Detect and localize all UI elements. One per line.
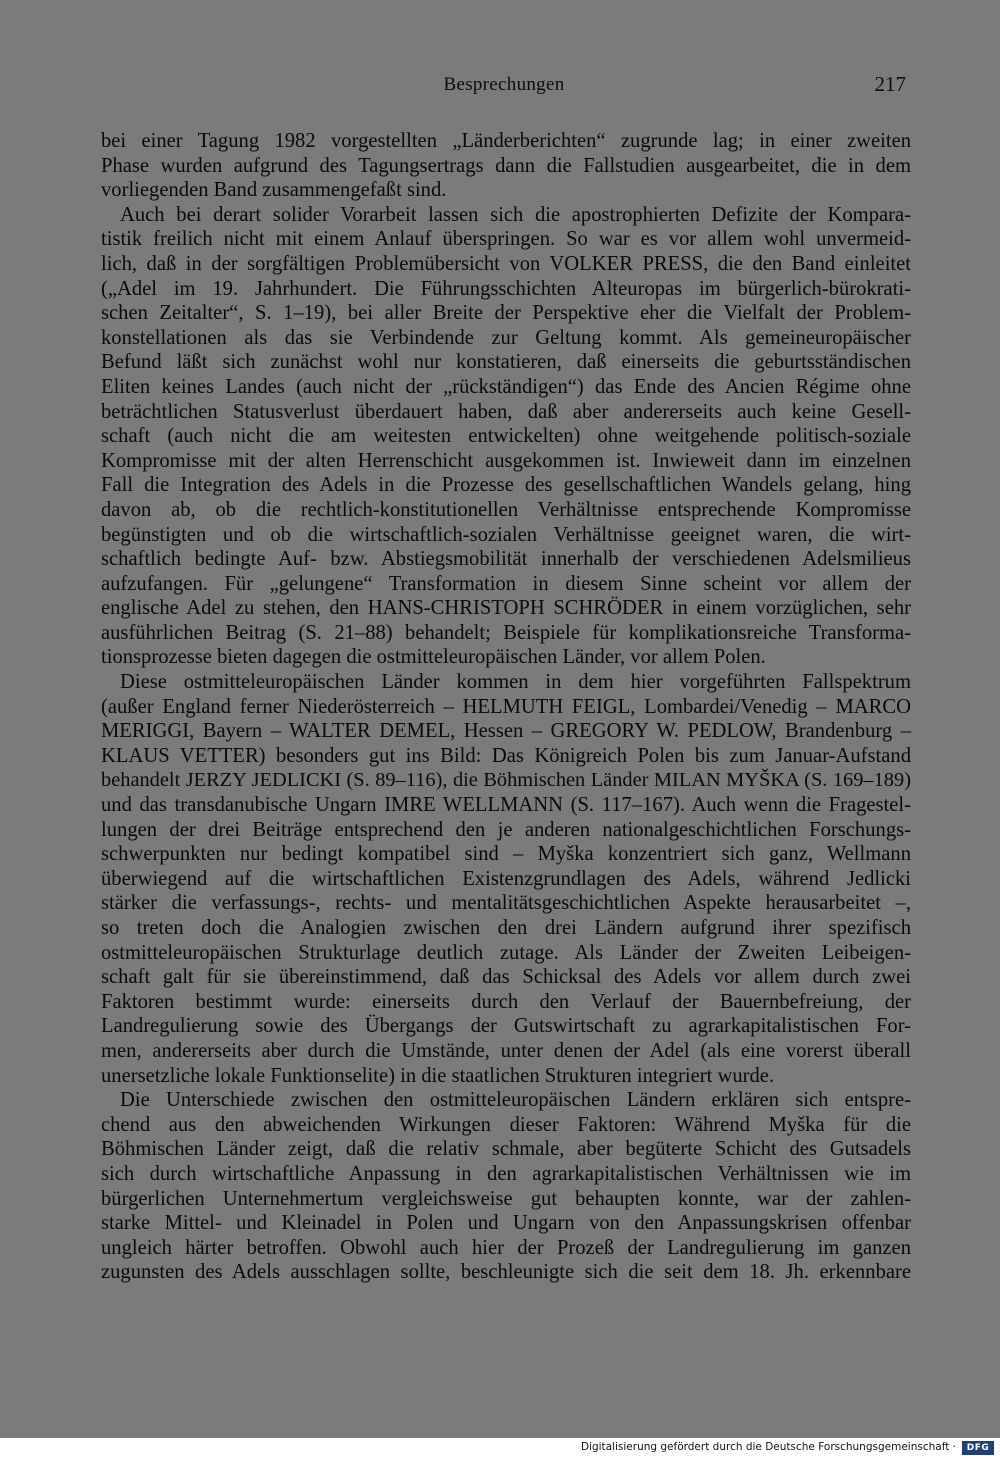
running-head [98,74,910,102]
text-line: und das transdanubische Ungarn IMRE WELLMANN (S. 117–167). Auch wenn die Fragestel- [101,794,911,817]
text-line: schaftlich bedingte Auf- bzw. Abstiegsmobilität innerhalb der verschiedenen Adelsmilieus [101,548,911,571]
text-line: unersetzliche lokale Funktionselite) in die staatlichen Strukturen integriert wurde. [101,1064,775,1087]
text-line: tionsprozesse bieten dagegen die ostmitteleuropäischen Länder, vor allem Polen. [101,646,766,669]
text-line: vorliegenden Band zusammengefaßt sind. [101,179,447,202]
text-line: men, andererseits aber durch die Umstände, unter denen der Adel (als eine vorerst überall [101,1039,911,1062]
text-line: ungleich härter betroffen. Obwohl auch hier der Prozeß der Landregulierung im ganzen [101,1236,911,1259]
text-line: englische Adel zu stehen, den HANS-CHRISTOPH SCHRÖDER in einem vorzüglichen, sehr [101,597,911,620]
text-line: MERIGGI, Bayern – WALTER DEMEL, Hessen – GREGORY W. PEDLOW, Brandenburg – [101,720,911,743]
text-line: behandelt JERZY JEDLICKI (S. 89–116), die Böhmischen Länder MILAN MYŠKA (S. 169–189) [101,769,911,792]
text-line: ausführlichen Beitrag (S. 21–88) behandelt; Beispiele für komplikationsreiche Transforma- [101,621,911,644]
text-line: bürgerlichen Unternehmertum vergleichsweise gut behaupten konnte, war der zahlen- [101,1187,911,1210]
text-line: schaft galt für sie übereinstimmend, daß das Schicksal des Adels vor allem durch zwei [101,966,911,989]
text-line: starke Mittel- und Kleinadel in Polen und Ungarn von den Anpassungskrisen offenbar [101,1212,911,1235]
text-line: begünstigten und ob die wirtschaftlich-sozialen Verhältnisse geeignet waren, die wirt- [101,523,911,546]
text-line: überwiegend auf die wirtschaftlichen Existenzgrundlagen des Adels, während Jedlicki [101,867,911,890]
text-line: (außer England ferner Niederösterreich – HELMUTH FEIGL, Lombardei/Venedig – MARCO [101,695,911,718]
text-line: stärker die verfassungs-, rechts- und mentalitätsgeschichtlichen Aspekte herausarbeitet –, [101,892,911,915]
text-line: davon ab, ob die rechtlich-konstitutionellen Verhältnisse entsprechende Kompromisse [101,498,911,521]
text-line: Böhmischen Länder zeigt, daß die relativ schmale, aber begüterte Schicht des Gutsadels [101,1138,911,1161]
text-line: Phase wurden aufgrund des Tagungsertrags dann die Fallstudien ausgearbeitet, die in dem [101,154,911,177]
text-line: Die Unterschiede zwischen den ostmitteleuropäischen Ländern erklären sich entspre- [120,1089,911,1112]
text-line: schwerpunkten nur bedingt kompatibel sind – Myška konzentriert sich ganz, Wellmann [101,843,911,866]
body-text [101,129,911,1285]
text-line: schen Zeitalter“, S. 1–19), bei aller Breite der Perspektive eher die Vielfalt der Problem- [101,302,911,325]
text-line: Faktoren bestimmt wurde: einerseits durch den Verlauf der Bauernbefreiung, der [101,990,911,1013]
digitization-credit: Digitalisierung gefördert durch die Deutsche Forschungsgemeinschaft · [580,1441,956,1453]
dfg-logo: DFG [962,1441,994,1455]
text-line: Landregulierung sowie des Übergangs der Gutswirtschaft zu agrarkapitalistischen For- [101,1015,911,1038]
text-line: chend aus den abweichenden Wirkungen dieser Faktoren: Während Myška für die [101,1113,911,1136]
text-line: aufzufangen. Für „gelungene“ Transformation in diesem Sinne scheint vor allem der [101,572,911,595]
text-line: Fall die Integration des Adels in die Prozesse des gesellschaftlichen Wandels gelang, hing [101,474,911,497]
text-line: Diese ostmitteleuropäischen Länder kommen in dem hier vorgeführten Fallspektrum [120,671,911,694]
text-line: Kompromisse mit der alten Herrenschicht ausgekommen ist. Inwieweit dann im einzelnen [101,449,911,472]
text-line: beträchtlichen Statusverlust überdauert haben, daß aber andererseits auch keine Gesell- [101,400,911,423]
text-line: Eliten keines Landes (auch nicht der „rückständigen“) das Ende des Ancien Régime ohne [101,375,911,398]
page-number: 217 [874,72,906,96]
text-line: zugunsten des Adels ausschlagen sollte, beschleunigte sich die seit dem 18. Jh. erkennbare [101,1261,911,1284]
text-line: bei einer Tagung 1982 vorgestellten „Länderberichten“ zugrunde lag; in einer zweiten [101,130,911,152]
text-line: sich durch wirtschaftliche Anpassung in den agrarkapitalistischen Verhältnissen wie im [101,1162,911,1185]
text-line: lungen der drei Beiträge entsprechend den je anderen nationalgeschichtlichen Forschungs- [101,818,911,841]
text-line: so treten doch die Analogien zwischen den drei Ländern aufgrund ihrer spezifisch [101,917,911,939]
running-head-title: Besprechungen [443,74,565,95]
footer-bar [0,1438,1000,1459]
text-line: tistik freilich nicht mit einem Anlauf überspringen. So war es vor allem wohl unvermeid- [101,228,911,251]
text-line: KLAUS VETTER) besonders gut ins Bild: Das Königreich Polen bis zum Januar-Aufstand [101,744,911,767]
text-line: schaft (auch nicht die am weitesten entwickelten) ohne weitgehende politisch-soziale [101,425,911,448]
text-line: („Adel im 19. Jahrhundert. Die Führungsschichten Alteuropas im bürgerlich-bürokrati- [101,277,911,300]
text-line: konstellationen als das sie Verbindende zur Geltung kommt. Als gemeineuropäischer [101,326,911,349]
text-line: lich, daß in der sorgfältigen Problemübersicht von VOLKER PRESS, die den Band einleitet [101,252,911,275]
text-line: Befund läßt sich zunächst wohl nur konstatieren, daß einerseits die geburtsständischen [101,351,911,374]
text-line: ostmitteleuropäischen Strukturlage deutlich zutage. Als Länder der Zweiten Leibeigen- [101,941,911,964]
text-line: Auch bei derart solider Vorarbeit lassen sich die apostrophierten Defizite der Kompara- [120,203,911,226]
